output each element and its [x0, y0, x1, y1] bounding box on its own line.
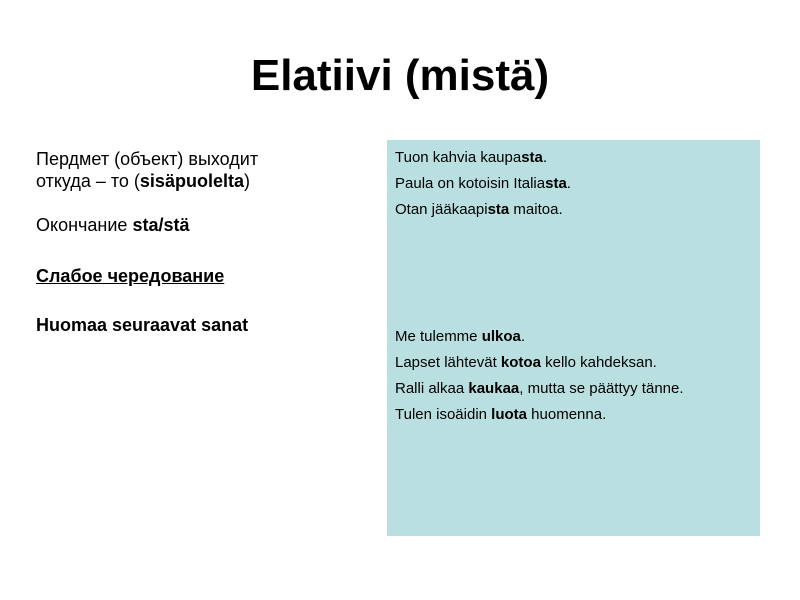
examples-box: [387, 140, 760, 536]
ending-value: sta/stä: [132, 215, 190, 235]
example-ending: sta: [521, 149, 543, 166]
ending-label: Окончание: [36, 215, 133, 235]
slide-title: Elatiivi (mistä): [250, 51, 550, 100]
example-text: .: [542, 149, 548, 166]
example-keyword: kaukaa: [468, 380, 520, 397]
example-text: .: [520, 328, 526, 345]
explanation-line-2-pre: откуда – то (: [36, 171, 140, 191]
explanation-keyword: sisäpuolelta: [139, 171, 244, 191]
explanation-line-2-post: ): [243, 171, 250, 191]
example-ending: sta: [487, 201, 510, 218]
example-text: Otan jääkaapi: [395, 201, 488, 218]
example-keyword: ulkoa: [481, 328, 521, 345]
ending-line: [36, 214, 366, 236]
example-text: Me tulemme: [395, 328, 482, 345]
example-ending: sta: [545, 175, 567, 192]
example-sentence: [395, 145, 752, 171]
example-text: .: [566, 175, 571, 192]
example-text: Lapset lähtevät: [395, 354, 501, 371]
example-text: Tuon kahvia kaupa: [395, 149, 522, 166]
example-sentence: [395, 197, 752, 223]
explanation-line-1: Пердмет (объект) выходит: [36, 149, 259, 169]
example-text: Tulen isoäidin: [395, 406, 492, 423]
example-sentence: [395, 402, 752, 428]
example-sentence: [395, 350, 752, 376]
example-text: , mutta se päättyy tänne.: [519, 380, 684, 397]
explanation-line-2: [36, 170, 366, 192]
example-text: Paula on kotoisin Italia: [395, 175, 546, 192]
example-sentence: [395, 171, 752, 197]
note-heading: Huomaa seuraavat sanat: [36, 315, 249, 335]
explanation-column: [36, 148, 366, 336]
example-text: Ralli alkaa: [395, 380, 469, 397]
example-sentence: [395, 376, 752, 402]
example-keyword: luota: [491, 406, 528, 423]
example-keyword: kotoa: [500, 354, 541, 371]
weak-gradation-heading: Слабое чередование: [36, 266, 225, 286]
example-text: maitoa.: [509, 201, 563, 218]
example-text: huomenna.: [527, 406, 607, 423]
example-text: kello kahdeksan.: [540, 354, 657, 371]
example-sentence: [395, 324, 752, 350]
